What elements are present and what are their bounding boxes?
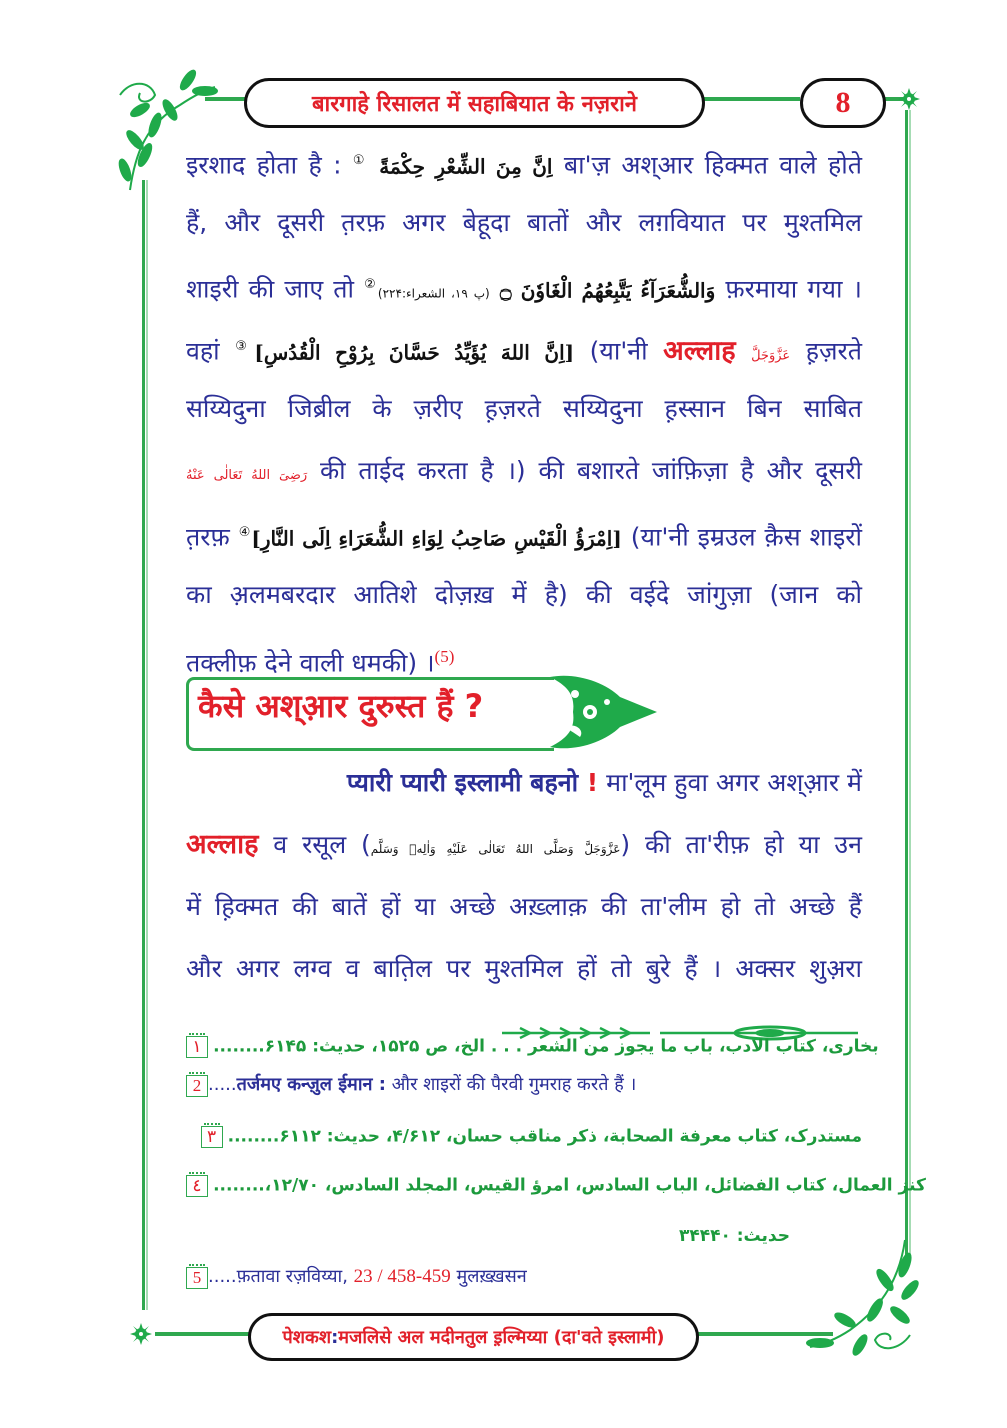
text: (या'नी इम्रउल क़ैस शाइरों (621, 522, 863, 552)
footnote-text: حدیث: ۳۴۴۴۰ (678, 1226, 790, 1246)
exclamation: ! (578, 768, 599, 797)
body-line-1 (186, 130, 862, 192)
footnote-text: और शाइरों की पैरवी गुमराह करते हैं । (385, 1074, 637, 1095)
footer-publisher (248, 1313, 699, 1361)
footnote-1 (186, 1036, 879, 1058)
arabic-quote: [اِمْرَؤُ الْقَيْسِ صَاحِبُ لِوَاءِ الشُّعَرَاءِ اِلَى النَّارِ] (251, 526, 622, 551)
frame-left-inner-line (146, 180, 148, 1310)
arabic-quote: اِنَّ مِنَ الشِّعْرِ حِكْمَةً (379, 154, 553, 179)
allah-calligraphy: अल्लाह (186, 829, 259, 860)
footnote-number-box: ٤ (186, 1175, 208, 1197)
body-line-4 (186, 316, 862, 378)
footnote-number-box: 5 (186, 1267, 208, 1289)
body-line-5: सय्यिदुना जिब्रील के ज़रीए ह़ज़रते सय्यिदुना ह़स्सान बिन साबित (186, 394, 862, 423)
footnote-marker: ③ (235, 339, 255, 354)
arrow-ornament-icon (545, 672, 660, 752)
section-line-2 (186, 814, 862, 876)
text: (या'नी (574, 336, 664, 366)
footnote-text: بخاری، کتاب الادب، باب ما یجوز من الشعر . . . الخ، ص ۱۵۲۵، حدیث: ۶۱۴۵ (264, 1036, 879, 1057)
footnote-number-box: ٣ (201, 1126, 223, 1148)
dots: ........ (213, 1036, 265, 1057)
text: इरशाद होता है : (186, 150, 353, 180)
section-line-4: और अगर लग्व व बात़िल पर मुश्तमिल हों तो बुरे हैं । अक्सर शुअ़रा (186, 954, 862, 983)
footnote-marker: ② (364, 277, 378, 292)
body-line-2: हैं, और दूसरी त़रफ़ अगर बेहूदा बातों और लग़वियात पर मुश्तमिल (186, 208, 862, 237)
footer-colon: : (331, 1326, 339, 1348)
footnote-number-box: 2 (186, 1075, 208, 1097)
footer-label: पेशकश (282, 1327, 332, 1348)
text: ह़ज़रते (790, 336, 862, 366)
page-number-text: 8 (835, 86, 851, 119)
dots: ........ (227, 1126, 280, 1147)
body-line-8: का अ़लमबरदार आतिशे दोज़ख़ में है) की वईदे जांगुज़ा (जान को (186, 580, 862, 609)
text: तक्लीफ़ देने वाली धमकी) । (186, 648, 435, 678)
footnote-marker: ① (352, 153, 368, 168)
frame-top-mid-line (700, 97, 800, 101)
allah-calligraphy: अल्लाह (663, 335, 736, 367)
header-title (244, 78, 705, 128)
frame-right-line (905, 110, 908, 1260)
footnote-text: مستدرک، کتاب معرفة الصحابة، ذکر مناقب حسان، ۴/۶۱۲، حدیث: ۶۱۱۲ (279, 1126, 862, 1147)
flower-bottom-left-icon (130, 1323, 152, 1345)
section-paragraph (186, 752, 862, 1000)
frame-right-inner-line (909, 110, 911, 1260)
footnote-marker: ④ (238, 525, 252, 540)
dots: ..... (208, 1074, 237, 1095)
text: त़रफ़ (186, 522, 239, 552)
honorific: عَزَّوَجَلَّ وَصَلَّى اللهُ تَعَالٰى عَلَيْهِ وَاٰلِهٖ وَسَلَّم (370, 842, 621, 856)
arabic-quote: وَالشُّعَرَآءُ يَتَّبِعُهُمُ الْغَاوٗنَ ۝ (499, 278, 716, 303)
footnote-text: کنز العمال، کتاب الفضائل، الباب السادس، امرؤ القیس، المجلد السادس، ۱۲/۷۰، (264, 1175, 926, 1196)
body-line-7 (186, 502, 862, 564)
footnote-text: फ़तावा रज़विय्या, (236, 1266, 354, 1287)
footnote-text: मुलख़्ख़सन (450, 1266, 527, 1287)
footnote-number-box: ١ (186, 1036, 208, 1058)
footnote-marker: (5) (434, 647, 455, 666)
text: वहां (186, 336, 236, 366)
honorific: عَزَّوَجَلَّ (751, 348, 791, 364)
body-line-6 (186, 440, 862, 502)
footnote-3 (186, 1126, 862, 1148)
dots: ........ (213, 1175, 265, 1196)
quran-reference: (پ ۱۹، الشعراء:۲۲۴) (377, 286, 490, 301)
section-line-1 (186, 752, 862, 814)
section-heading: कैसे अश्आ़र दुरुस्त हैं ? (198, 687, 484, 725)
text: फ़रमाया गया । (715, 274, 862, 304)
text: की ताईद करता है ।) की बशारते जांफ़िज़ा है और दूसरी (307, 456, 862, 485)
flower-top-right-icon (898, 88, 920, 110)
arabic-quote: [اِنَّ اللهَ يُؤَيِّدُ حَسَّانَ بِرُوْحِ الْقُدُسِ] (254, 340, 575, 365)
text: मा'लूम हुवा अगर अश्आ़र में (598, 768, 862, 797)
footnote-5 (186, 1264, 527, 1289)
body-line-3 (186, 254, 862, 316)
footnote-4 (186, 1175, 926, 1197)
header-title-text: बारगाहे रिसालत में सहाबियात के नज़राने (311, 92, 638, 117)
frame-left-line (142, 180, 145, 1310)
text: शाइरी की जाए तो (186, 274, 365, 304)
footnote-4-continuation (186, 1226, 790, 1246)
address: प्यारी प्यारी इस्लामी बहनो (346, 768, 579, 797)
text: बा'ज़ अश्आर हिक्मत वाले होते (552, 150, 862, 180)
frame-bottom-left-line (155, 1332, 250, 1336)
vine-corner-bottom-right-icon (805, 1235, 925, 1365)
text: व रसूल ( (258, 830, 371, 859)
footer-text: मजलिसे अल मदीनतुल इ़ल्मिय्या (दा'वते इस्लामी) (338, 1327, 665, 1348)
section-line-3: में ह़िक्मत की बातें हों या अच्छे अख़्लाक़ की ता'लीम हो तो अच्छे हैं (186, 892, 862, 921)
page-reference: 23 / 458-459 (353, 1266, 451, 1287)
text: ) की ता'रीफ़ हो या उन (620, 830, 863, 859)
footnote-2 (186, 1072, 636, 1097)
dots: ..... (208, 1266, 237, 1287)
honorific: رَضِیَ اللهُ تَعَالٰی عَنْهُ (186, 468, 308, 483)
page-number (800, 78, 886, 128)
body-paragraph (186, 130, 862, 688)
footnote-label: तर्जमए कन्ज़ुल ईमान : (236, 1074, 386, 1095)
